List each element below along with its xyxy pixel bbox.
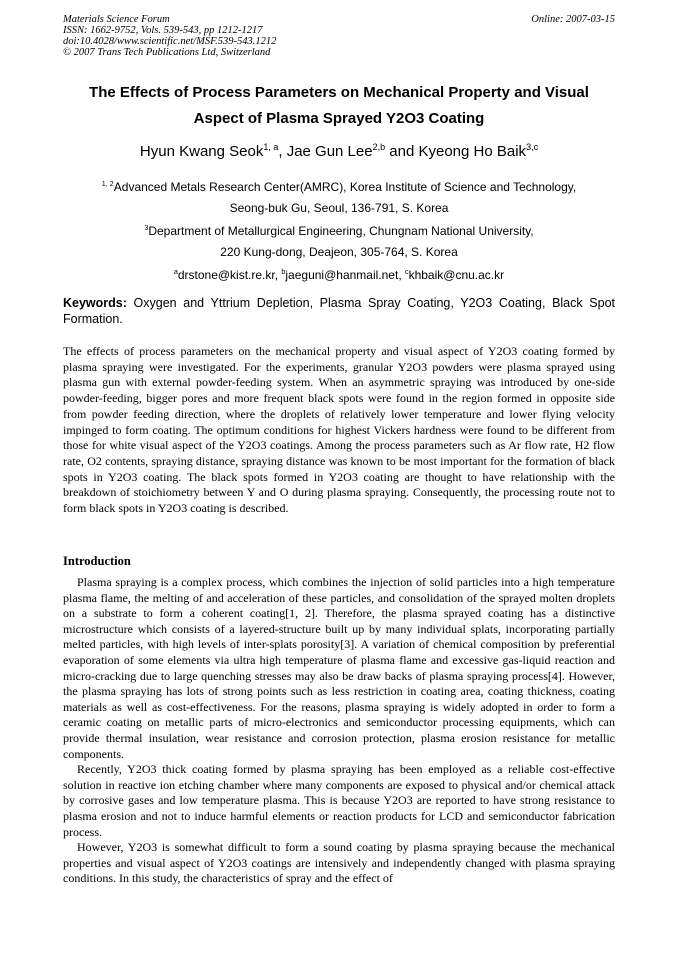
- keywords-label: Keywords:: [63, 296, 127, 310]
- email-c-marker: c: [404, 267, 409, 276]
- doi[interactable]: doi:10.4028/www.scientific.net/MSF.539-543.1212: [63, 36, 277, 47]
- affiliation-1-text: Advanced Metals Research Center(AMRC), Korea Institute of Science and Technology,: [113, 180, 577, 194]
- email-c[interactable]: khbaik@cnu.ac.kr: [408, 268, 505, 282]
- title-line-2: Aspect of Plasma Sprayed Y2O3 Coating: [193, 110, 485, 127]
- title-line-1: The Effects of Process Parameters on Mechanical Property and Visual: [89, 84, 589, 101]
- email-line: [40, 262, 638, 286]
- email-b[interactable]: jaeguni@hanmail.net,: [285, 268, 405, 282]
- section-heading-introduction: Introduction: [63, 554, 131, 568]
- author-3: Kyeong Ho Baik: [418, 143, 527, 160]
- affiliations: [40, 174, 638, 286]
- introduction-body: [63, 575, 615, 887]
- issn: ISSN: 1662-9752, Vols. 539-543, pp 1212-1217: [63, 25, 263, 36]
- author-separator: and: [385, 143, 419, 160]
- affiliation-3-text: Department of Metallurgical Engineering, Chungnam National University,: [148, 224, 534, 238]
- paper-title: [40, 80, 638, 132]
- affiliation-3-line-2: 220 Kung-dong, Deajeon, 305-764, S. Korea: [220, 244, 458, 259]
- abstract: The effects of process parameters on the mechanical property and visual aspect of Y2O3 coating formed by plasma spraying were investigated. For the experiments, granular Y2O3 powders were plasma sprayed using plasma gun with external powder-feeding system. When an asymmetric spraying was introduced by one-side powder-feeding, bigger pores and more frequent black spots were found in the region formed in opposite side from powder feeding direction, where the droplets of relatively lower temperature and lower flying velocity impinged to form coating. The optimum conditions for highest Vickers hardness were found to be different from those for white visual aspect of the Y2O3 coatings. Among the process parameters such as Ar flow rate, H2 flow rate, O2 contents, spraying distance, spraying distance was known to be most important for the formation of black spots in Y2O3 coating. The black spots formed in Y2O3 coating are thought to have relationship with the breakdown of stoichiometry between Y and O during plasma spraying. Consequently, the processing route not to form black spots in Y2O3 coating is described.: [63, 344, 615, 516]
- affiliation-1-line-2: Seong-buk Gu, Seoul, 136-791, S. Korea: [229, 200, 449, 215]
- author-separator: ,: [278, 143, 287, 160]
- affiliation-1-marker: 1, 2: [101, 179, 114, 188]
- journal-name: Materials Science Forum: [63, 14, 170, 25]
- author-2: Jae Gun Lee: [286, 143, 373, 160]
- email-a[interactable]: drstone@kist.re.kr,: [177, 268, 282, 282]
- affiliation-3-marker: 3: [144, 223, 149, 232]
- keywords-text: Oxygen and Yttrium Depletion, Plasma Spray Coating, Y2O3 Coating, Black Spot Formation.: [63, 296, 615, 326]
- paragraph: However, Y2O3 is somewhat difficult to form a sound coating by plasma spraying because the mechanical properties and visual aspect of Y2O3 coatings are intensively and independently changed with plasma spraying conditions. In this study, the characteristics of spray and the effect of: [63, 840, 615, 886]
- paragraph: Recently, Y2O3 thick coating formed by plasma spraying has been employed as a reliable cost-effective solution in reactive ion etching chamber where many components are exposed to physical and/or chemical attack by corrosive gases and low temperature plasma. This is because Y2O3 are reported to have strong resistance to plasma erosion and not to induce harmful elements or reaction products for LCD and semiconductor fabrication process.: [63, 762, 615, 839]
- affiliation-1-line-1: [40, 174, 638, 198]
- email-a-marker: a: [173, 267, 178, 276]
- affiliation-3-line-1: [40, 218, 638, 242]
- author-1-affil: 1, a: [263, 142, 279, 152]
- author-2-affil: 2,b: [372, 142, 386, 152]
- author-1: Hyun Kwang Seok: [139, 143, 264, 160]
- author-3-affil: 3,c: [526, 142, 539, 152]
- email-b-marker: b: [281, 267, 286, 276]
- keywords: [63, 295, 615, 327]
- journal-header: [63, 14, 615, 58]
- author-list: [20, 142, 658, 160]
- paragraph: Plasma spraying is a complex process, which combines the injection of solid particles into a high temperature plasma flame, the melting of and acceleration of these particles, and consolidation of the sprayed molten droplets on a substrate to form a coherent coating[1, 2]. Therefore, the plasma sprayed coating has a distinctive microstructure which consists of a layered-structure built up by many individual splats, incorporating partially melted particles, with high levels of inter-splats porosity[3]. A variation of chemical composition by preferential evaporation of some elements via ultra high temperature of plasma flame and excessive gas-liquid reaction and micro-cracking due to large quenching stresses may also be draw backs of plasma spraying process[4]. However, the plasma spraying has lots of strong points such as less restriction in coating area, coating thickness, coating materials as well as cost-effectiveness. For the reasons, plasma spraying is widely adopted in order to form a ceramic coating on metallic parts of micro-electronics and semiconductor processing equipments, which can provide thermal insulation, wear resistance and corrosion protection, plasma erosion resistance for metallic components.: [63, 575, 615, 761]
- online-date: Online: 2007-03-15: [531, 14, 615, 25]
- copyright: © 2007 Trans Tech Publications Ltd, Switzerland: [63, 47, 271, 58]
